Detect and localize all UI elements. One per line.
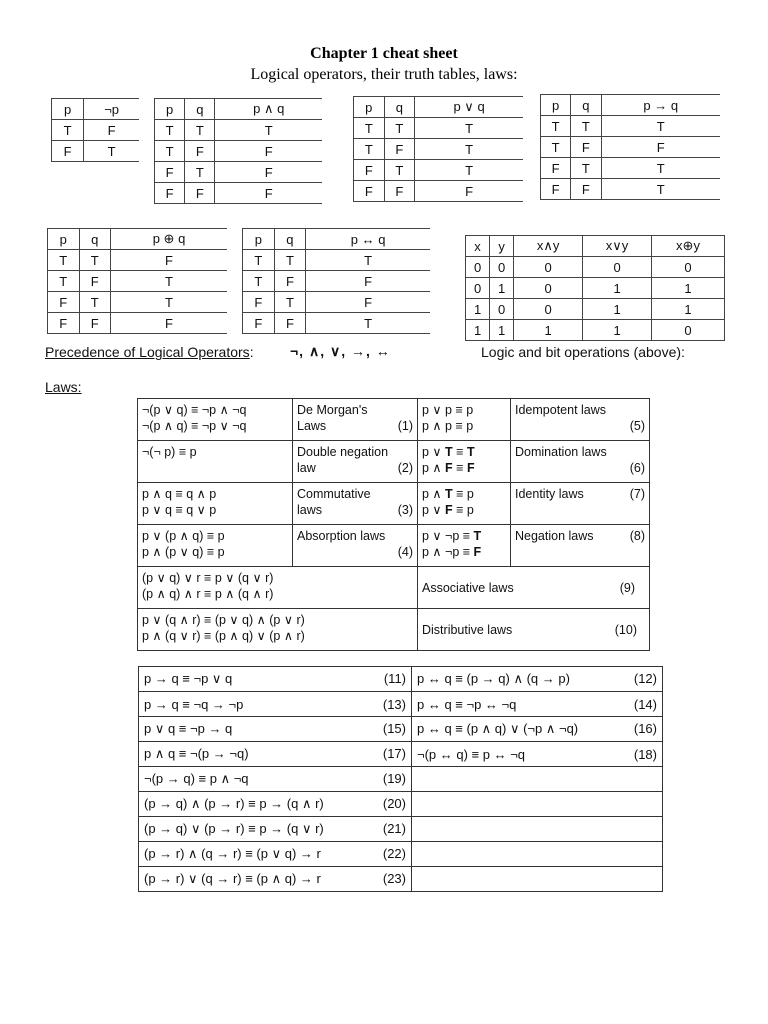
truth-table-cell: T: [415, 118, 523, 139]
equivalence-cell: [412, 692, 663, 717]
truth-table-row: [48, 313, 228, 334]
truth-table-header-cell: q: [79, 229, 111, 250]
truth-table-cell: F: [415, 181, 523, 202]
truth-table-header-row: [48, 229, 228, 250]
identity-name: [511, 483, 650, 525]
truth-table-cell: T: [243, 271, 275, 292]
truth-table-row: [52, 120, 140, 141]
law-equation: p ∨ (p ∧ q) ≡ p: [142, 529, 225, 543]
truth-table-row: [243, 250, 431, 271]
truth-table-cell: 0: [466, 278, 490, 299]
truth-table-cell: T: [415, 139, 523, 160]
truth-table-cell: F: [79, 271, 111, 292]
truth-table-header-cell: p ∧ q: [215, 99, 322, 120]
equivalence-cell: [139, 692, 412, 717]
precedence-label-wrapper: [45, 344, 254, 360]
truth-table-cell: T: [185, 162, 215, 183]
equivalence-row: [139, 867, 663, 892]
truth-table-cell: T: [111, 292, 227, 313]
equivalence-row: [139, 667, 663, 692]
absorption-name: [293, 525, 418, 567]
truth-table-header-cell: y: [490, 236, 514, 257]
truth-table-cell: T: [155, 141, 185, 162]
law-equation: p ∧ p ≡ p: [422, 419, 474, 433]
truth-table-cell: T: [79, 250, 111, 271]
truth-table-header-cell: ¬p: [84, 99, 139, 120]
truth-table-header-cell: q: [185, 99, 215, 120]
domination-equations: p ∨ T ≡ T p ∧ F ≡ F: [418, 441, 511, 483]
truth-table-cell: 0: [490, 299, 514, 320]
truth-table-cell: 0: [466, 257, 490, 278]
law-number: (9): [619, 580, 635, 595]
equivalence-number: (14): [633, 696, 657, 712]
truth-table-header-cell: p: [52, 99, 84, 120]
truth-table-header-row: [52, 99, 140, 120]
equivalence-cell: [412, 742, 663, 767]
truth-table-cell: F: [84, 120, 139, 141]
truth-table-cell: F: [48, 292, 80, 313]
distributive-equations: [138, 609, 418, 651]
law-name: Domination laws: [515, 445, 607, 459]
truth-table-cell: F: [185, 183, 215, 204]
truth-table-cell: T: [111, 271, 227, 292]
equivalence-cell: [412, 842, 663, 867]
law-name: Double negation: [297, 445, 389, 459]
law-name: Distributive laws: [422, 622, 513, 637]
equivalence-number: (18): [633, 746, 657, 762]
truth-table-header-cell: x: [466, 236, 490, 257]
truth-table-cell: F: [243, 313, 275, 334]
truth-table-row: [466, 257, 725, 278]
truth-table-row: [155, 162, 323, 183]
law-equation: ¬(p ∨ q) ≡ ¬p ∧ ¬q: [142, 403, 247, 417]
equivalence-number: (23): [382, 871, 406, 886]
equivalence-number: (22): [382, 846, 406, 861]
truth-table-row: [541, 179, 721, 200]
equivalence-cell: [139, 717, 412, 742]
truth-table-cell: F: [111, 313, 227, 334]
double-negation-name: [293, 441, 418, 483]
law-number: (10): [614, 622, 637, 637]
laws-heading: Laws:: [45, 379, 82, 395]
commutative-equations: [138, 483, 293, 525]
equivalence-cell: [139, 742, 412, 767]
equivalence-cell: [139, 767, 412, 792]
truth-table-row: [354, 139, 524, 160]
law-equation: p ∨ (q ∧ r) ≡ (p ∨ q) ∧ (p ∨ r): [142, 613, 305, 627]
law-number: (8): [629, 529, 645, 543]
truth-table-cell: T: [185, 120, 215, 141]
truth-table-row: [466, 320, 725, 341]
equivalence-cell: [139, 667, 412, 692]
equivalence-formula: (p → q) ∨ (p → r) ≡ p → (q ∨ r): [144, 821, 324, 836]
equivalence-cell: [412, 667, 663, 692]
truth-table-cell: T: [48, 250, 80, 271]
absorption-equations: [138, 525, 293, 567]
law-equation: p ∧ (q ∨ r) ≡ (p ∧ q) ∨ (p ∧ r): [142, 629, 305, 643]
idempotent-equations: [418, 399, 511, 441]
distributive-name: [418, 609, 650, 651]
associative-name: [418, 567, 650, 609]
equivalence-row: [139, 717, 663, 742]
equivalence-number: (20): [382, 796, 406, 811]
truth-table-row: [48, 271, 228, 292]
truth-table-row: [354, 118, 524, 139]
law-name: Commutative: [297, 487, 371, 501]
law-number: (2): [397, 461, 413, 475]
law-equation: ¬(p ∧ q) ≡ ¬p ∨ ¬q: [142, 419, 247, 433]
truth-table-cell: 1: [583, 299, 652, 320]
truth-table-cell: 0: [583, 257, 652, 278]
truth-table-cell: T: [601, 158, 720, 179]
demorgan-equations: [138, 399, 293, 441]
truth-table-cell: T: [48, 271, 80, 292]
page-title: Chapter 1 cheat sheet: [310, 45, 458, 62]
truth-table-cell: F: [384, 139, 415, 160]
truth-table-cell: T: [155, 120, 185, 141]
equivalence-cell: [412, 717, 663, 742]
truth-table-header-cell: x⊕y: [652, 236, 725, 257]
truth-table-header-row: [541, 95, 721, 116]
truth-table-cell: F: [354, 160, 385, 181]
truth-table-cell: 0: [514, 257, 583, 278]
truth-table-cell: F: [384, 181, 415, 202]
equivalence-number: (21): [382, 821, 406, 836]
truth-table-cell: T: [243, 250, 275, 271]
truth-table-row: [48, 250, 228, 271]
truth-table-header-cell: p ⊕ q: [111, 229, 227, 250]
truth-table-cell: F: [52, 141, 84, 162]
equivalence-row: [139, 817, 663, 842]
equivalence-row: [139, 742, 663, 767]
truth-table-cell: F: [185, 141, 215, 162]
truth-table-cell: T: [415, 160, 523, 181]
truth-table-row: [155, 120, 323, 141]
truth-table-cell: F: [306, 292, 430, 313]
truth-table-cell: F: [155, 162, 185, 183]
truth-table-header-cell: x∨y: [583, 236, 652, 257]
truth-table-cell: F: [111, 250, 227, 271]
truth-table-row: [155, 141, 323, 162]
truth-table-cell: T: [274, 250, 306, 271]
negation-equations: p ∨ ¬p ≡ T p ∧ ¬p ≡ F: [418, 525, 511, 567]
equivalence-row: [139, 792, 663, 817]
equivalence-formula: p ↔ q ≡ ¬p ↔ ¬q: [417, 696, 517, 712]
truth-table-cell: F: [571, 179, 601, 200]
truth-table-cell: F: [354, 181, 385, 202]
law-name: laws: [297, 503, 323, 517]
equivalence-cell: [139, 792, 412, 817]
truth-table-row: [52, 141, 140, 162]
truth-table-cell: F: [541, 179, 571, 200]
truth-table-header-cell: p: [243, 229, 275, 250]
truth-table-header-row: [155, 99, 323, 120]
xor-truth-table: [47, 228, 227, 334]
truth-table-header-cell: p ↔ q: [306, 229, 430, 250]
truth-table-row: [466, 278, 725, 299]
equivalence-number: (11): [383, 671, 406, 686]
and-truth-table: [154, 98, 322, 204]
law-equation: p ∧ (p ∨ q) ≡ p: [142, 545, 225, 559]
truth-table-row: [466, 299, 725, 320]
truth-table-cell: F: [274, 271, 306, 292]
associative-equations: [138, 567, 418, 609]
truth-table-cell: 1: [583, 320, 652, 341]
truth-table-cell: T: [601, 179, 720, 200]
truth-table-header-cell: q: [274, 229, 306, 250]
truth-table-row: [541, 158, 721, 179]
truth-table-cell: F: [215, 162, 322, 183]
truth-table-cell: 0: [490, 257, 514, 278]
truth-table-cell: T: [384, 118, 415, 139]
law-equation: p ∨ q ≡ q ∨ p: [142, 503, 217, 517]
law-equation: (p ∧ q) ∧ r ≡ p ∧ (q ∧ r): [142, 587, 274, 601]
equivalence-row: [139, 767, 663, 792]
truth-table-cell: 0: [652, 257, 725, 278]
negation-name: [511, 525, 650, 567]
law-number: (3): [397, 503, 413, 517]
bit-operations-table: [465, 235, 725, 341]
truth-table-row: [243, 292, 431, 313]
truth-table-cell: T: [354, 139, 385, 160]
truth-table-header-cell: p → q: [601, 95, 720, 116]
commutative-name: [293, 483, 418, 525]
equivalence-cell: [412, 792, 663, 817]
equivalence-number: (13): [382, 696, 406, 712]
law-equation: p ∨ p ≡ p: [422, 403, 474, 417]
equivalence-formula: ¬(p ↔ q) ≡ p ↔ ¬q: [417, 746, 526, 762]
truth-table-cell: T: [306, 313, 430, 334]
truth-table-cell: F: [243, 292, 275, 313]
truth-table-cell: F: [48, 313, 80, 334]
truth-table-cell: F: [601, 137, 720, 158]
precedence-colon: :: [249, 344, 254, 360]
truth-table-header-cell: q: [384, 97, 415, 118]
truth-table-cell: T: [274, 292, 306, 313]
truth-table-row: [48, 292, 228, 313]
law-number: (7): [629, 487, 645, 501]
truth-table-header-cell: p: [541, 95, 571, 116]
truth-table-row: [354, 160, 524, 181]
equivalence-cell: [412, 867, 663, 892]
truth-table-header-cell: x∧y: [514, 236, 583, 257]
equivalence-cell: [139, 867, 412, 892]
equivalence-formula: (p → q) ∧ (p → r) ≡ p → (q ∧ r): [144, 796, 324, 811]
demorgan-name: [293, 399, 418, 441]
truth-table-cell: T: [601, 116, 720, 137]
equivalence-cell: [139, 842, 412, 867]
law-equation: ¬(¬ p) ≡ p: [142, 445, 197, 459]
truth-table-cell: T: [306, 250, 430, 271]
truth-table-cell: 0: [514, 278, 583, 299]
truth-table-header-cell: q: [571, 95, 601, 116]
truth-table-cell: 1: [652, 278, 725, 299]
equivalence-formula: ¬(p → q) ≡ p ∧ ¬q: [144, 771, 249, 786]
iff-truth-table: [242, 228, 430, 334]
truth-table-row: [354, 181, 524, 202]
truth-table-header-cell: p: [48, 229, 80, 250]
truth-table-cell: 0: [514, 299, 583, 320]
equivalence-number: (19): [382, 771, 406, 786]
truth-table-cell: F: [541, 158, 571, 179]
truth-table-cell: T: [571, 158, 601, 179]
truth-table-cell: 1: [652, 299, 725, 320]
truth-table-cell: F: [215, 183, 322, 204]
truth-table-cell: F: [571, 137, 601, 158]
domination-name: [511, 441, 650, 483]
truth-table-cell: 1: [466, 299, 490, 320]
truth-table-header-row: [354, 97, 524, 118]
equivalence-number: (15): [382, 721, 406, 736]
law-name: Idempotent laws: [515, 403, 607, 417]
equivalence-cell: [412, 817, 663, 842]
truth-table-row: [155, 183, 323, 204]
truth-table-cell: 0: [652, 320, 725, 341]
laws-table: [137, 398, 650, 651]
truth-table-cell: T: [79, 292, 111, 313]
equivalence-formula: (p → r) ∧ (q → r) ≡ (p ∨ q) → r: [144, 846, 321, 861]
truth-table-cell: T: [384, 160, 415, 181]
truth-table-cell: T: [541, 116, 571, 137]
truth-table-header-cell: p: [155, 99, 185, 120]
page-subtitle: Logical operators, their truth tables, laws:: [250, 66, 518, 83]
law-equation: (p ∨ q) ∨ r ≡ p ∨ (q ∨ r): [142, 571, 274, 585]
precedence-operators: ¬, ∧, ∨, →, ↔: [290, 343, 391, 359]
law-name: Identity laws: [515, 487, 584, 501]
law-name: Associative laws: [422, 580, 514, 595]
equivalence-formula: p → q ≡ ¬p ∨ q: [144, 671, 233, 686]
truth-table-cell: T: [215, 120, 322, 141]
truth-table-cell: F: [155, 183, 185, 204]
truth-table-row: [541, 137, 721, 158]
identity-equations: p ∧ T ≡ p p ∨ F ≡ p: [418, 483, 511, 525]
truth-table-cell: 1: [466, 320, 490, 341]
truth-table-header-row: [243, 229, 431, 250]
equivalence-number: (16): [633, 721, 657, 736]
bit-caption: Logic and bit operations (above):: [481, 344, 685, 360]
equivalence-formula: p ↔ q ≡ (p → q) ∧ (q → p): [417, 671, 570, 686]
truth-table-row: [243, 271, 431, 292]
truth-table-cell: T: [52, 120, 84, 141]
idempotent-name: [511, 399, 650, 441]
truth-table-cell: 1: [490, 320, 514, 341]
equivalence-formula: p ∧ q ≡ ¬(p → ¬q): [144, 746, 249, 761]
equivalences-table: [138, 666, 663, 892]
law-number: (4): [397, 545, 413, 559]
law-name: Absorption laws: [297, 529, 386, 543]
truth-table-cell: 1: [490, 278, 514, 299]
truth-table-cell: 1: [514, 320, 583, 341]
law-name: Laws: [297, 419, 327, 433]
law-name: law: [297, 461, 316, 475]
equivalence-cell: [139, 817, 412, 842]
truth-table-cell: T: [541, 137, 571, 158]
truth-table-cell: T: [84, 141, 139, 162]
implies-truth-table: [540, 94, 720, 200]
truth-table-row: [541, 116, 721, 137]
truth-table-header-cell: p: [354, 97, 385, 118]
truth-table-cell: F: [215, 141, 322, 162]
equivalence-formula: (p → r) ∨ (q → r) ≡ (p ∧ q) → r: [144, 871, 321, 886]
truth-table-cell: T: [571, 116, 601, 137]
truth-table-cell: F: [274, 313, 306, 334]
law-number: (6): [629, 461, 645, 475]
law-name: De Morgan's: [297, 403, 368, 417]
law-name: Negation laws: [515, 529, 594, 543]
truth-table-cell: 1: [583, 278, 652, 299]
law-equation: p ∧ q ≡ q ∧ p: [142, 487, 217, 501]
truth-table-cell: F: [306, 271, 430, 292]
equivalence-formula: p → q ≡ ¬q → ¬p: [144, 696, 244, 712]
truth-table-header-cell: p ∨ q: [415, 97, 523, 118]
truth-table-header-row: [466, 236, 725, 257]
truth-table-row: [243, 313, 431, 334]
truth-table-cell: F: [79, 313, 111, 334]
equivalence-row: [139, 692, 663, 717]
law-number: (1): [397, 419, 413, 433]
equivalence-number: (17): [382, 746, 406, 761]
equivalence-row: [139, 842, 663, 867]
equivalence-cell: [412, 767, 663, 792]
or-truth-table: [353, 96, 523, 202]
law-number: (5): [629, 419, 645, 433]
precedence-label: Precedence of Logical Operators: [45, 344, 250, 360]
equivalence-number: (12): [633, 671, 657, 686]
equivalence-formula: p ∨ q ≡ ¬p → q: [144, 721, 233, 736]
not-truth-table: [51, 98, 139, 162]
truth-table-cell: T: [354, 118, 385, 139]
equivalence-formula: p ↔ q ≡ (p ∧ q) ∨ (¬p ∧ ¬q): [417, 721, 579, 736]
double-negation-equation: [138, 441, 293, 483]
